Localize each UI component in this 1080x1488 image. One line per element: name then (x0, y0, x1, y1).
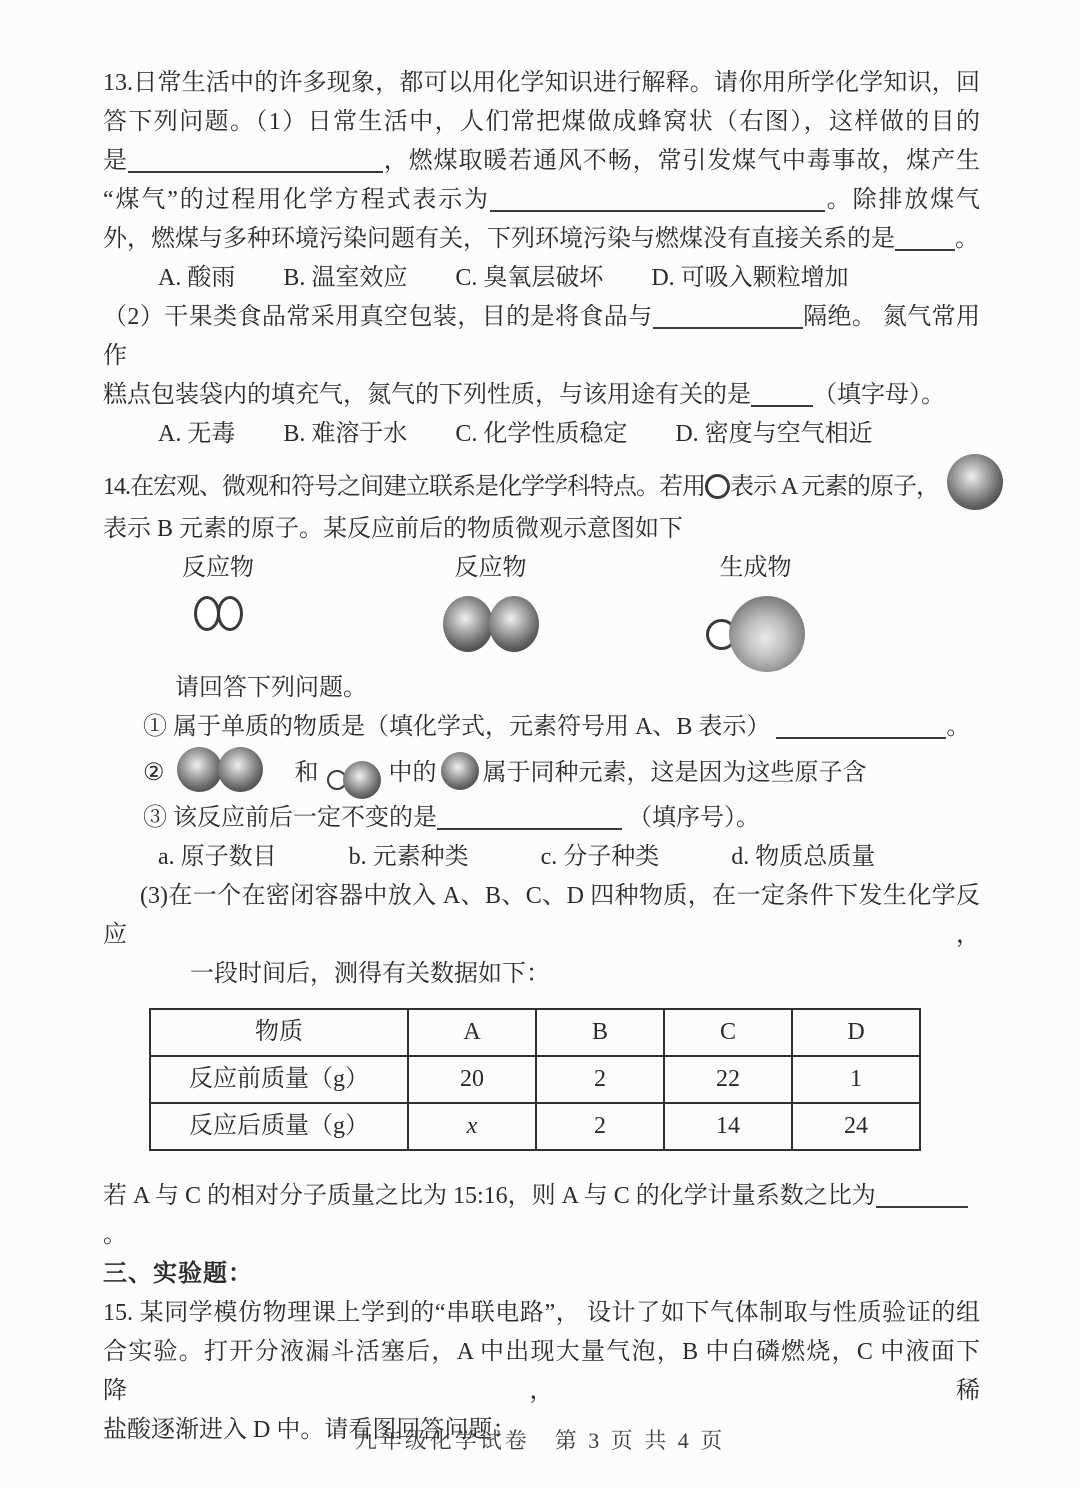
value-cell: 14 (664, 1103, 792, 1150)
option-row: a. 原子数目 b. 元素种类 c. 分子种类 d. 物质总质量 (158, 844, 876, 870)
product-label: 生成物 (719, 555, 792, 581)
mass-table (149, 1008, 921, 1151)
q14-text: 请回答下列问题。 (175, 675, 367, 701)
molecule-ab-icon (668, 596, 843, 672)
q13-text: 答下列问题。（1）日常生活中，人们常把煤做成蜂窝状（右图），这样做的目的 (103, 109, 980, 135)
q13-text: “煤气”的过程用化学方程式表示为 (103, 187, 490, 213)
q13-line1 (103, 64, 980, 103)
reactant-1-label: 反应物 (182, 555, 254, 581)
value-cell: 20 (408, 1056, 536, 1103)
footer-page-number: 九年级化学试卷 第 3 页 共 4 页 (354, 1428, 726, 1453)
q14-line1 (103, 454, 980, 510)
value-cell: 2 (536, 1103, 664, 1150)
q13-text: （填字母）。 (813, 382, 945, 408)
q14-text: (3)在一个在密闭容器中放入 A、B、C、D 四种物质，在一定条件下发生化学反应， (103, 883, 980, 948)
answer-blank (751, 379, 813, 407)
atom-b-icon (218, 747, 263, 792)
value-cell: x (408, 1103, 536, 1150)
q14-sub3 (103, 799, 980, 838)
q14-sub4-line1 (103, 877, 980, 955)
reactant-2-group (403, 549, 578, 652)
table-header-cell: A (408, 1009, 536, 1056)
q14-text: 表示 B 元素的原子。某反应前后的物质微观示意图如下 (103, 516, 684, 542)
table-row (150, 1056, 920, 1103)
option-row: A. 酸雨 B. 温室效应 C. 臭氧层破坏 D. 可吸入颗粒增加 (158, 265, 849, 291)
q13-text: （2）干果类食品常采用真空包装，目的是将食品与 (103, 304, 653, 330)
q13-options-1 (103, 259, 980, 298)
q13-line2 (103, 103, 980, 142)
row-label-cell: 反应前质量（g） (150, 1056, 408, 1103)
q14-text: 。 (946, 714, 971, 740)
row-label-cell: 反应后质量（g） (150, 1103, 408, 1150)
q15-text: 盐酸逐渐进入 D 中。请看图回答问题： (103, 1417, 517, 1443)
q15-line1 (103, 1294, 980, 1333)
table-header-row (150, 1009, 920, 1056)
molecule-ab-icon (327, 761, 381, 799)
atom-b-icon (443, 596, 493, 652)
q14-text: （填序号）。 (628, 805, 760, 831)
atom-b-icon (489, 596, 539, 652)
q13-text: 外，燃煤与多种环境污染问题有关，下列环境污染与燃煤没有直接关系的是 (103, 226, 895, 252)
q14-text: ② (143, 760, 165, 786)
q13-line4 (103, 181, 980, 220)
value-cell: 1 (792, 1056, 920, 1103)
q13-line3 (103, 142, 980, 181)
atom-b-icon (441, 752, 479, 790)
answer-blank (895, 223, 955, 251)
q13-line7 (103, 376, 980, 415)
answer-blank (437, 802, 622, 830)
value-cell: 24 (792, 1103, 920, 1150)
q13-line5 (103, 220, 980, 259)
q14-sub2 (103, 747, 980, 799)
reactant-2-label: 反应物 (454, 555, 527, 581)
q14-text: 属于同种元素，这是因为这些原子含 (482, 760, 867, 786)
answer-blank (128, 145, 383, 173)
table-header-cell: D (792, 1009, 920, 1056)
atom-a-icon (217, 596, 243, 631)
table-row (150, 1103, 920, 1150)
q15-text: 15. 某同学模仿物理课上学到的“串联电路”， 设计了如下气体制取与性质验证的组 (103, 1300, 980, 1326)
atom-b-icon (177, 747, 222, 792)
q13-text: ，燃煤取暖若通风不畅，常引发煤气中毒事故，煤产生 (382, 148, 981, 174)
q14-prompt (103, 669, 980, 708)
table-header-cell: C (664, 1009, 792, 1056)
answer-blank (653, 301, 803, 329)
answer-blank (490, 184, 825, 212)
reactant-1-group (138, 549, 298, 631)
q14-text: 一段时间后，测得有关数据如下： (190, 961, 550, 987)
table-header-cell: B (536, 1009, 664, 1056)
atom-a-icon (705, 474, 730, 499)
answer-blank (776, 711, 946, 739)
q14-sub4-line2 (103, 955, 980, 994)
q14-text: 表示 A 元素的原子， (730, 474, 940, 500)
atom-b-icon (729, 596, 805, 672)
product-group (668, 549, 843, 672)
q14-after-table (103, 1177, 980, 1255)
q14-text: 和 (294, 760, 319, 786)
q14-sub1 (103, 708, 980, 747)
q13-text: 隔绝。 氮气常用作 (103, 304, 981, 369)
section-3-title: 三、实验题： (103, 1261, 253, 1287)
q14-text: 。 (103, 1222, 127, 1248)
q14-text: 中的 (388, 760, 437, 786)
molecule-b2-icon (177, 747, 263, 792)
q15-line2 (103, 1333, 980, 1411)
molecule-b2-icon (403, 596, 578, 652)
molecule-a2-icon (138, 596, 298, 631)
q14-options (103, 838, 980, 877)
option-row: A. 无毒 B. 难溶于水 C. 化学性质稳定 D. 密度与空气相近 (158, 421, 873, 447)
q13-text: 。 (955, 226, 979, 252)
answer-blank (876, 1180, 968, 1208)
q14-text: ① 属于单质的物质是（填化学式，元素符号用 A、B 表示） (143, 714, 771, 740)
q13-line6 (103, 298, 980, 376)
q13-text: 。除排放煤气 (824, 187, 981, 213)
q13-text: 糕点包装袋内的填充气，氮气的下列性质，与该用途有关的是 (103, 382, 751, 408)
q15-text: 合实验。打开分液漏斗活塞后，A 中出现大量气泡，B 中白磷燃烧，C 中液面下降，稀 (103, 1339, 980, 1404)
q14-text: 若 A 与 C 的相对分子质量之比为 15:16，则 A 与 C 的化学计量系数之比为 (103, 1183, 876, 1209)
value-cell: 2 (536, 1056, 664, 1103)
q13-text: 是 (103, 148, 128, 174)
q14-line2 (103, 510, 980, 549)
table-header-cell: 物质 (150, 1009, 408, 1056)
atom-a-icon (194, 596, 220, 631)
page-content (103, 64, 980, 1450)
q13-text: 13.日常生活中的许多现象，都可以用化学知识进行解释。请你用所学化学知识，回 (103, 70, 980, 96)
atom-b-icon (343, 761, 381, 799)
q13-options-2 (103, 415, 980, 454)
q14-text: 14.在宏观、微观和符号之间建立联系是化学学科特点。若用 (103, 474, 705, 500)
atom-b-icon (947, 454, 1003, 510)
value-cell: 22 (664, 1056, 792, 1103)
reaction-micro-diagram (103, 549, 980, 669)
q14-text: ③ 该反应前后一定不变的是 (143, 805, 437, 831)
